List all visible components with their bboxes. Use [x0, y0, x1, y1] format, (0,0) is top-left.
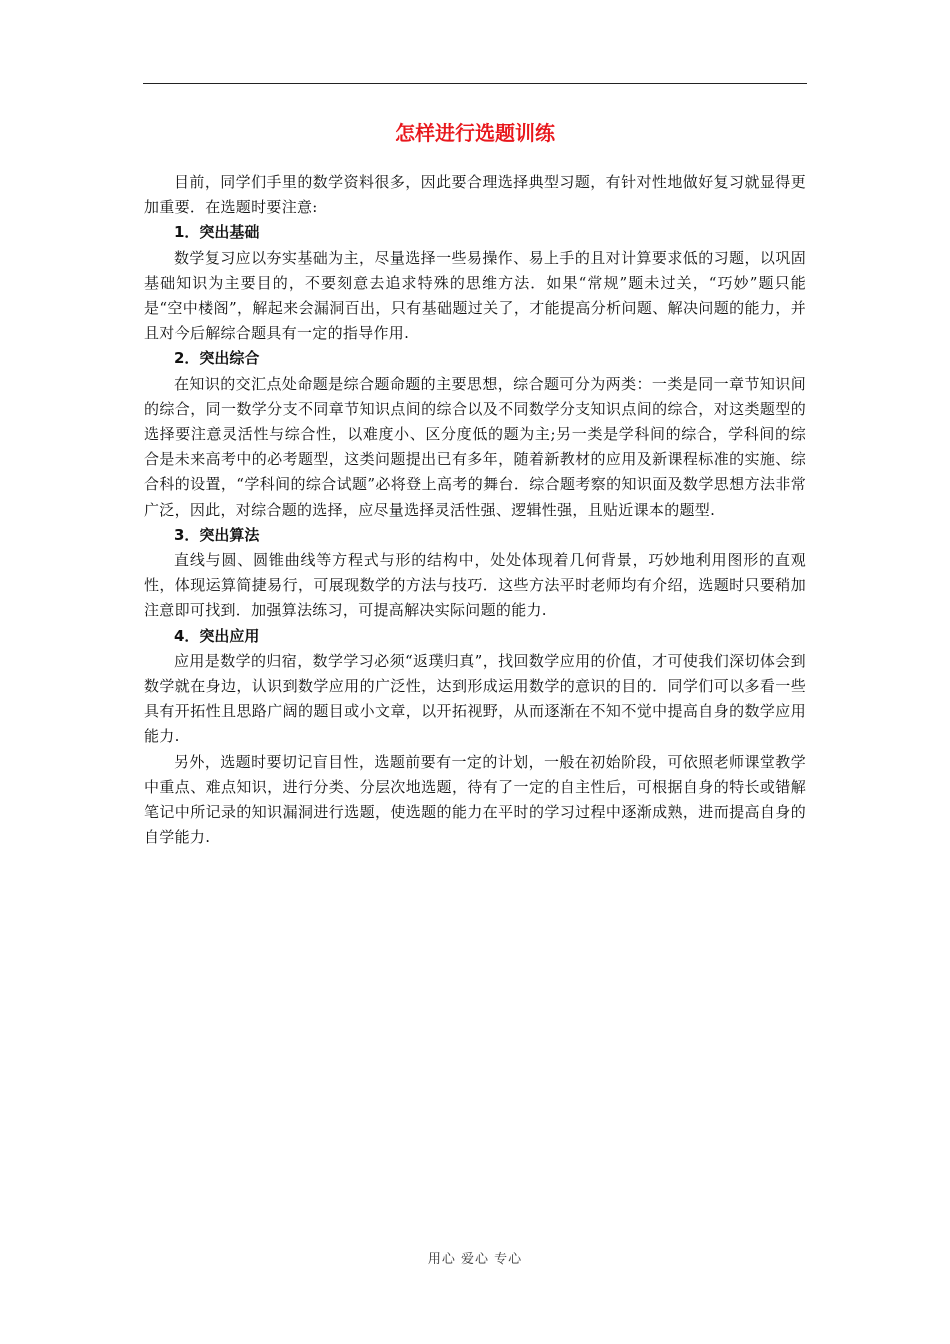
document-title: 怎样进行选题训练	[395, 121, 555, 145]
closing-paragraph: 另外，选题时要切记盲目性，选题前要有一定的计划，一般在初始阶段，可依照老师课堂教学中重点、难点知识，进行分类、分层次地选题，待有了一定的自主性后，可根据自身的特长或错解笔记中所记录的知识漏洞进行选题，使选题的能力在平时的学习过程中逐渐成熟，进而提高自身的自学能力.	[144, 752, 806, 847]
document-body	[144, 118, 806, 850]
section-body-basics: 数学复习应以夯实基础为主，尽量选择一些易操作、易上手的且对计算要求低的习题，以巩固基础知识为主要目的，不要刻意去追求特殊的思维方法．如果“常规”题未过关，“巧妙”题只能是“空中楼阁”，解起来会漏洞百出，只有基础题过关了，才能提高分析问题、解决问题的能力，并且对今后解综合题具有一定的指导作用.	[144, 248, 806, 343]
section-heading-application: 4．突出应用	[174, 626, 260, 645]
intro-paragraph: 目前，同学们手里的数学资料很多，因此要合理选择典型习题，有针对性地做好复习就显得更加重要．在选题时要注意:	[144, 173, 806, 217]
section-body-application: 应用是数学的归宿，数学学习必须“返璞归真”，找回数学应用的价值，才可使我们深切体会到数学就在身边，认识到数学应用的广泛性，达到形成运用数学的意识的目的．同学们可以多看一些具有开拓性且思路广阔的题目或小文章，以开拓视野，从而逐渐在不知不觉中提高自身的数学应用能力.	[144, 651, 806, 746]
section-heading-algorithms: 3．突出算法	[174, 525, 260, 544]
section-heading-synthesis: 2．突出综合	[174, 349, 260, 368]
section-body-synthesis: 在知识的交汇点处命题是综合题命题的主要思想，综合题可分为两类：一类是同一章节知识间的综合，同一数学分支不同章节知识点间的综合以及不同数学分支知识点间的综合，对这类题型的选择要注意灵活性与综合性，以难度小、区分度低的题为主;另一类是学科间的综合，学科间的综合是未来高考中的必考题型，这类问题提出已有多年，随着新教材的应用及新课程标准的实施、综合科的设置，“学科间的综合试题”必将登上高考的舞台．综合题考察的知识面及数学思想方法非常广泛，因此，对综合题的选择，应尽量选择灵活性强、逻辑性强，且贴近课本的题型.	[144, 374, 806, 519]
page-footer: 用心 爱心 专心	[427, 1252, 523, 1267]
header-rule	[143, 83, 807, 84]
section-body-algorithms: 直线与圆、圆锥曲线等方程式与形的结构中，处处体现着几何背景，巧妙地利用图形的直观性，体现运算简捷易行，可展现数学的方法与技巧．这些方法平时老师均有介绍，选题时只要稍加注意即可找到．加强算法练习，可提高解决实际问题的能力.	[144, 551, 806, 620]
section-heading-basics: 1．突出基础	[174, 223, 260, 242]
